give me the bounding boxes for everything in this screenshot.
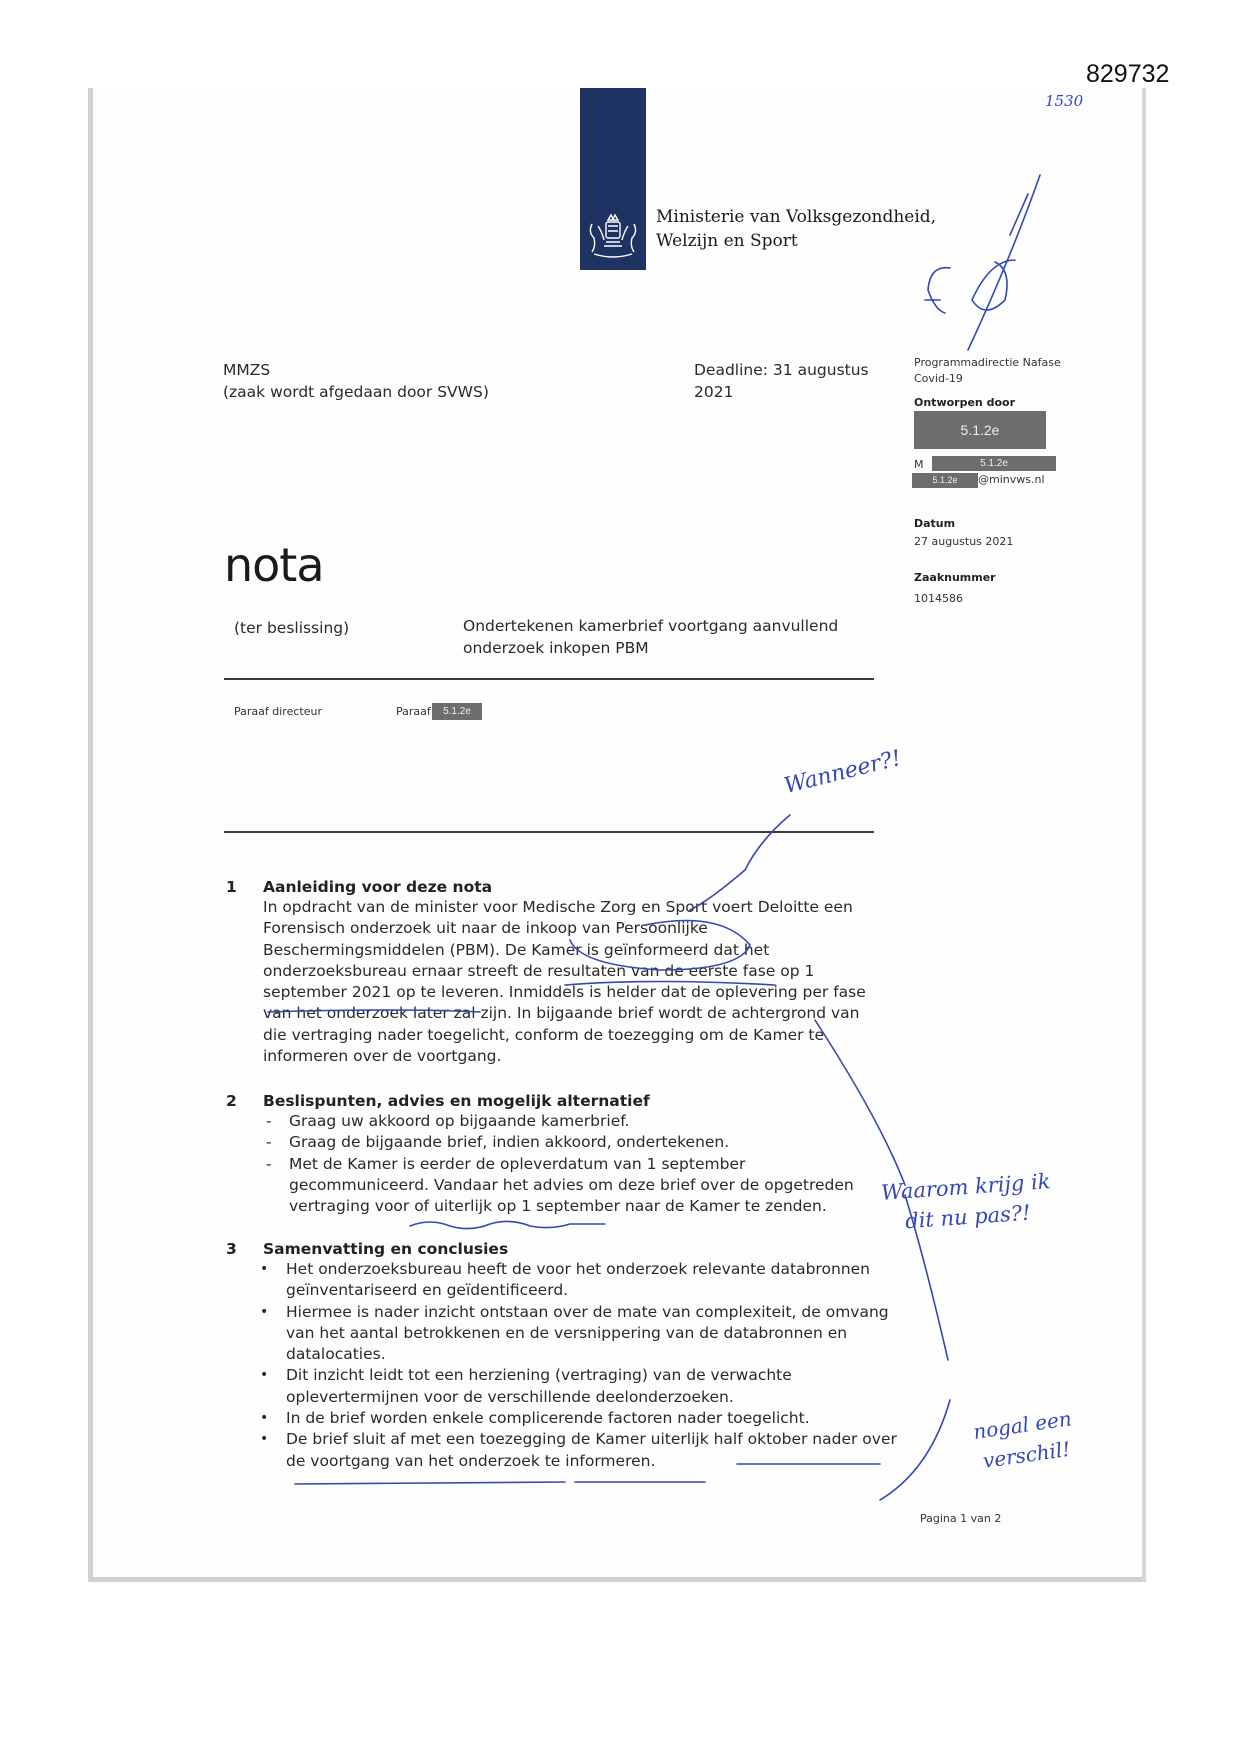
date-label: Datum [914,517,956,530]
routing-block: MMZS (zaak wordt afgedaan door SVWS) [223,361,489,401]
director-initial-label: Paraaf directeur [234,705,322,718]
case-number-value: 1014586 [914,592,963,605]
list-item: - Graag de bijgaande brief, indien akkoord, ondertekenen. [263,1132,863,1153]
section-3-list [260,1259,900,1472]
section-1-number: 1 [226,878,237,896]
list-item: - Graag uw akkoord op bijgaande kamerbrief. [263,1111,863,1132]
list-item: • Dit inzicht leidt tot een herziening (vertraging) van de verwachte oplevertermijnen voor de verschillende deelonderzoeken. [260,1365,900,1408]
mobile-prefix: M [914,458,924,471]
handwritten-number: 1530 [1045,92,1084,110]
annotation-verschil: nogal een verschil! [971,1406,1074,1473]
list-item: • Hiermee is nader inzicht ontstaan over de mate van complexiteit, de omvang van het aantal betrokkenen en de versnippering van de databronnen en datalocaties. [260,1302,900,1366]
decision-status: (ter beslissing) [234,619,350,637]
list-item: • In de brief worden enkele complicerende factoren nader toegelicht. [260,1408,900,1429]
email-suffix: @minvws.nl [978,473,1045,486]
deadline: Deadline: 31 augustus 2021 [694,361,869,401]
section-2-list [263,1111,863,1217]
department: Programmadirectie Nafase Covid-19 [914,356,1061,385]
redacted-paraaf: 5.1.2e [432,703,482,720]
list-item: • Het onderzoeksbureau heeft de voor het onderzoek relevante databronnen geïnventariseerd en geïdentificeerd. [260,1259,900,1302]
section-2-number: 2 [226,1092,237,1110]
paraaf-label: Paraaf [396,705,431,718]
annotation-waarom: Waarom krijg ik dit nu pas?! [880,1169,1052,1234]
list-item: - Met de Kamer is eerder de opleverdatum van 1 september gecommuniceerd. Vandaar het advies om deze brief over de opgetreden vertraging voor of uiterlijk op 1 september naar de Kamer te zenden. [263,1154,863,1218]
redacted-mobile: 5.1.2e [932,456,1056,471]
ministry-name: Ministerie van Volksgezondheid, Welzijn en Sport [656,207,937,251]
redacted-email: 5.1.2e [912,473,978,488]
section-3-number: 3 [226,1240,237,1258]
annotation-wanneer: Wanneer?! [781,745,904,800]
page-edge [1142,88,1146,1582]
redacted-designer: 5.1.2e [914,411,1046,449]
section-1-body: In opdracht van de minister voor Medische Zorg en Sport voert Deloitte een Forensisch onderzoek uit naar de inkoop van Persoonlijke Beschermingsmiddelen (PBM). De Kamer is geïnformeerd dat het onderzoeksbureau ernaar streeft de resultaten van de eerste fase op 1 september 2021 op te leveren. Inmiddels is helder dat de oplevering per fase van het onderzoek later zal zijn. In bijgaande brief wordt de achtergrond van die vertraging nader toegelicht, conform de toezegging om de Kamer te informeren over de voortgang. [263,898,866,1066]
list-item: • De brief sluit af met een toezegging de Kamer uiterlijk half oktober nader over de voortgang van het onderzoek te informeren. [260,1429,900,1472]
subject: Ondertekenen kamerbrief voortgang aanvullend onderzoek inkopen PBM [463,617,839,657]
divider-top [224,678,874,680]
divider-bottom [224,831,874,833]
designed-by-label: Ontworpen door [914,396,1015,409]
section-3-heading: Samenvatting en conclusies [263,1240,509,1258]
document-id: 829732 [1086,60,1170,88]
section-2-heading: Beslispunten, advies en mogelijk alternatief [263,1092,650,1110]
page-number: Pagina 1 van 2 [920,1512,1002,1525]
section-1-heading: Aanleiding voor deze nota [263,878,493,896]
date-value: 27 augustus 2021 [914,535,1014,548]
case-number-label: Zaaknummer [914,571,996,584]
royal-crest-icon [584,212,642,262]
document-type-title: nota [224,538,324,592]
